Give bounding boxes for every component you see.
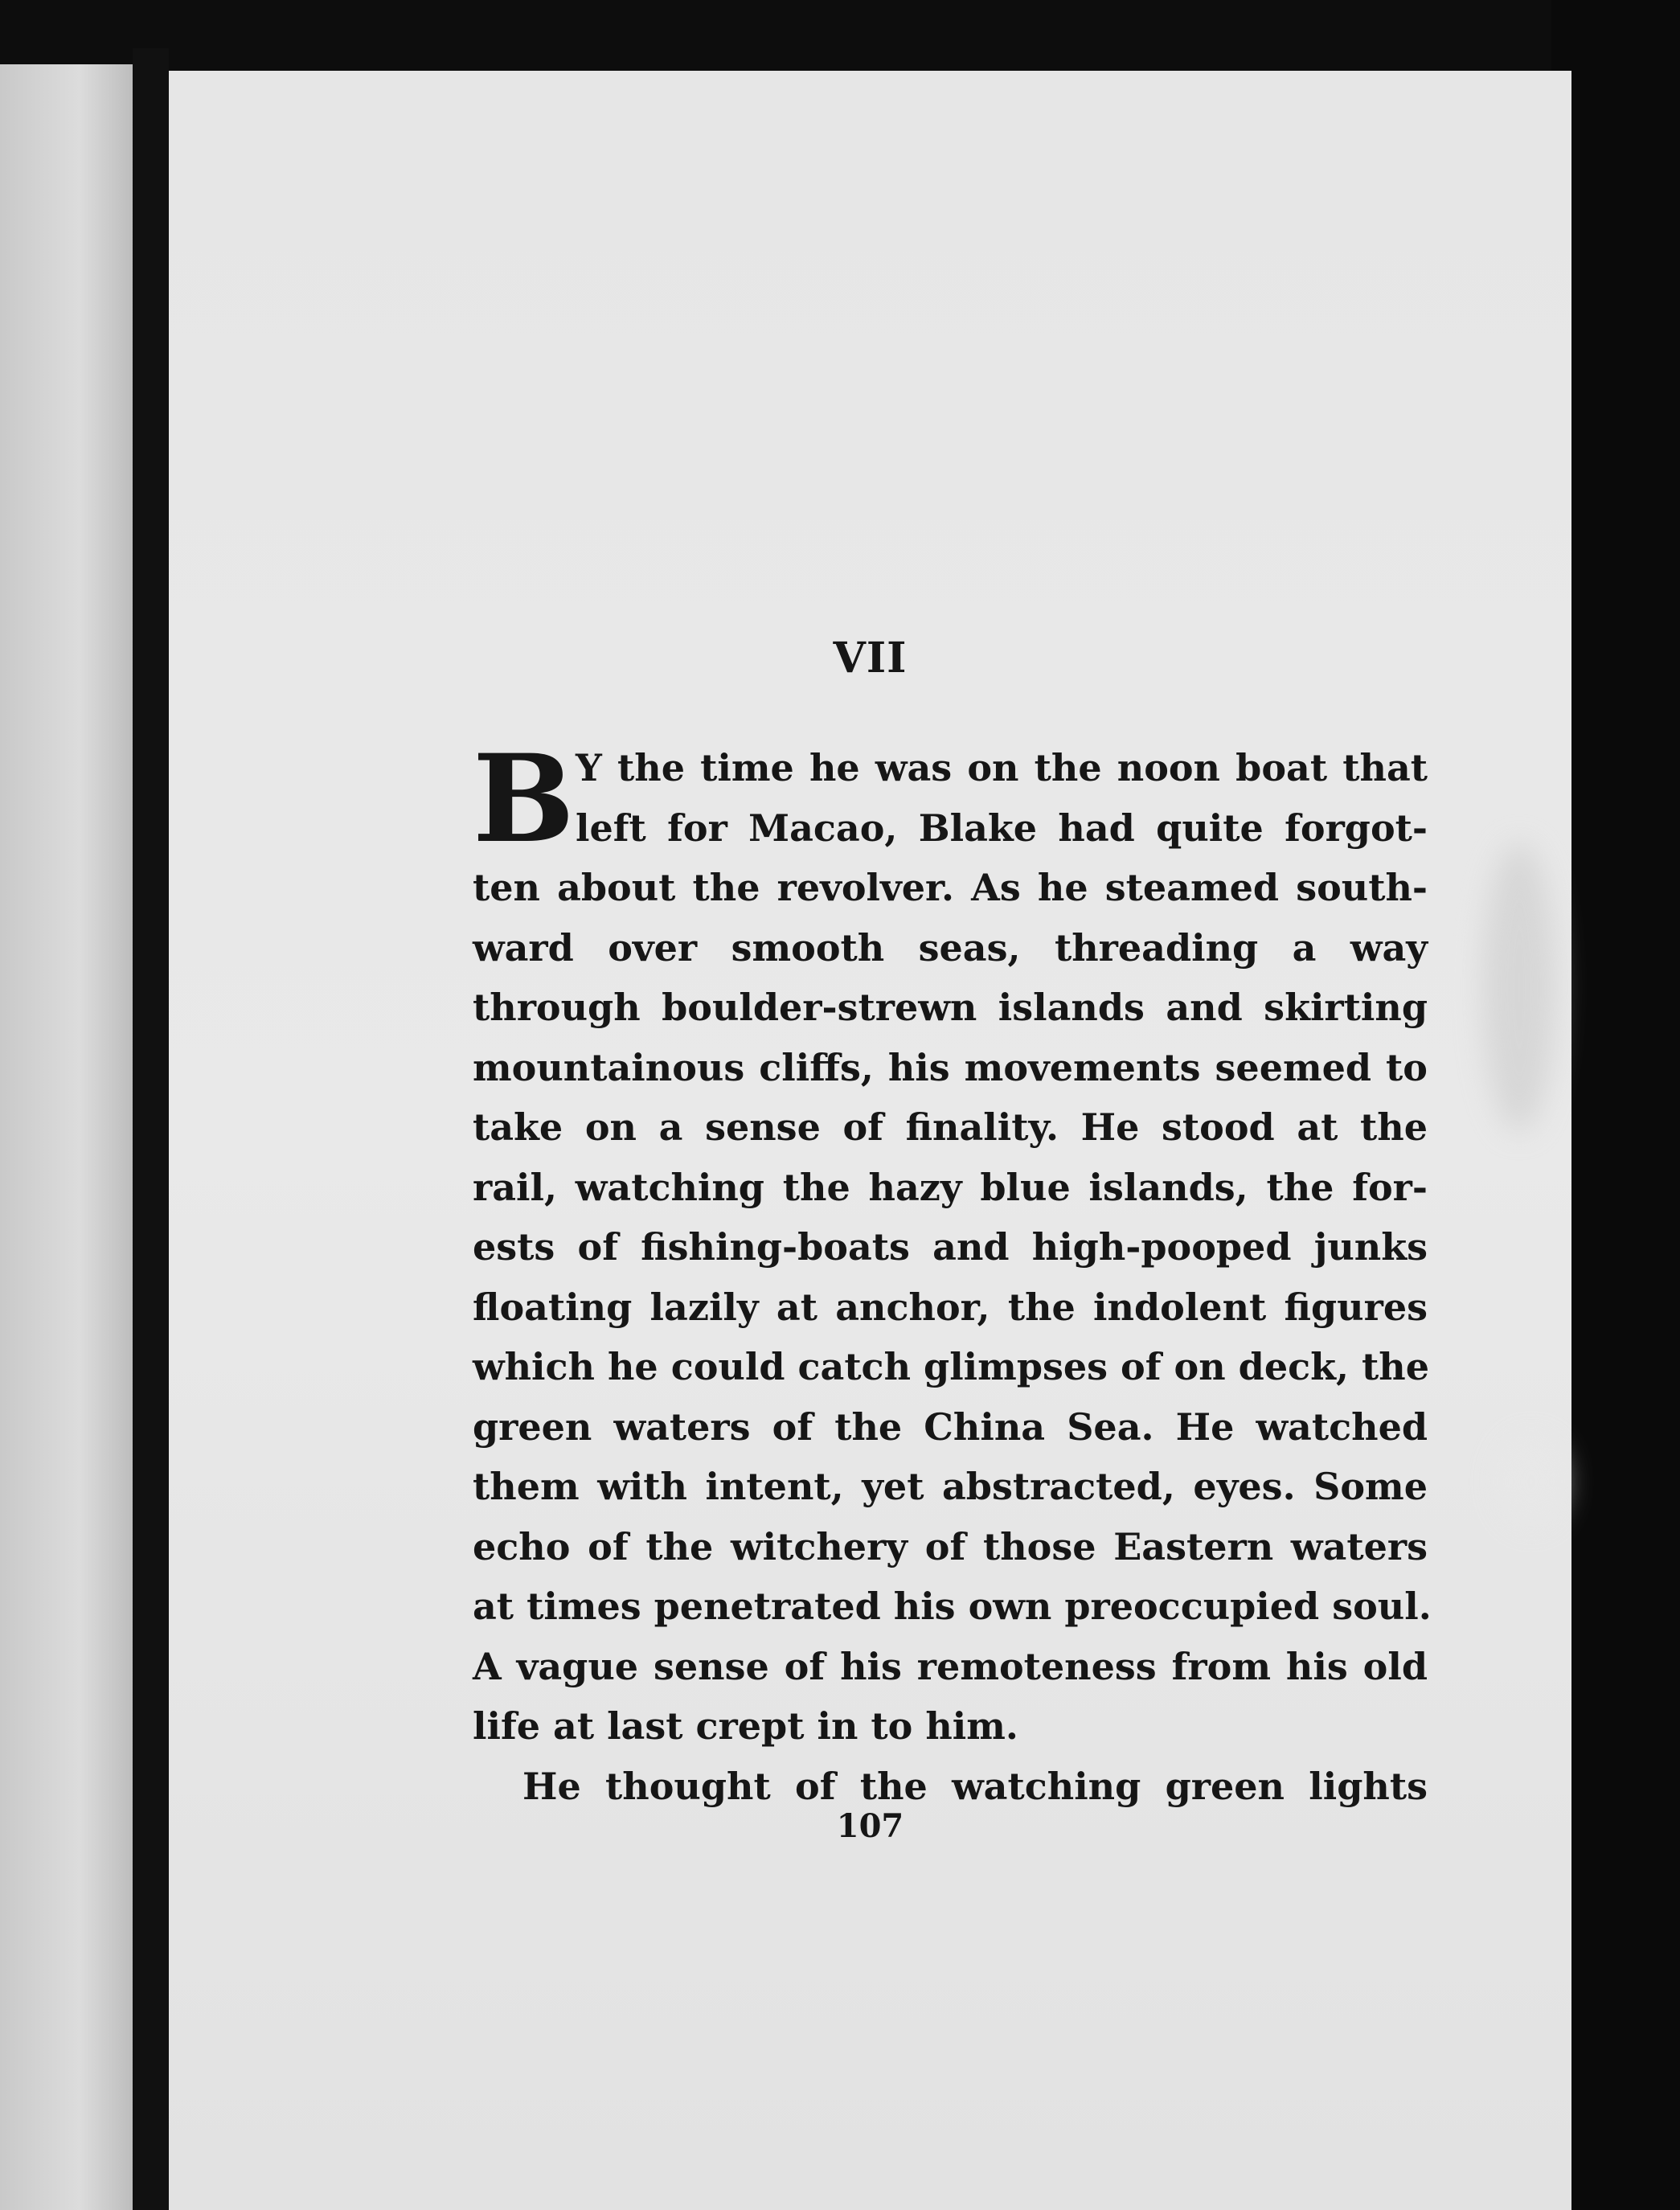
text-line: which he could catch glimpses of on deck, the	[473, 1345, 1429, 1388]
text-line: mountainous cliffs, his movements seemed to	[473, 1045, 1428, 1089]
scan-glare	[1483, 843, 1555, 1132]
scan-glare	[1499, 1437, 1563, 1526]
text-line: He thought of the watching green lights	[522, 1764, 1428, 1808]
text-line: at times penetrated his own preoccupied soul.	[473, 1585, 1432, 1628]
text-line: left for Macao, Blake had quite forgot-	[576, 806, 1428, 850]
book-gutter	[133, 48, 169, 2210]
text-line: ten about the revolver. As he steamed south-	[473, 866, 1428, 909]
chapter-number: VII	[833, 633, 908, 683]
text-line: them with intent, yet abstracted, eyes. Some	[473, 1465, 1428, 1508]
text-line: rail, watching the hazy blue islands, the for-	[473, 1165, 1428, 1209]
text-line: take on a sense of finality. He stood at the	[473, 1105, 1428, 1149]
text-line: green waters of the China Sea. He watched	[473, 1404, 1428, 1449]
text-line: ests of fishing-boats and high-pooped junks	[473, 1225, 1428, 1269]
left-page-edge	[0, 64, 133, 2210]
drop-cap: B	[473, 728, 575, 870]
book-page	[169, 71, 1571, 2210]
text-line: floating lazily at anchor, the indolent figures	[473, 1285, 1428, 1329]
text-line: A vague sense of his remoteness from his old	[473, 1644, 1428, 1688]
text-line: ward over smooth seas, threading a way	[473, 925, 1428, 970]
page-number: 107	[836, 1807, 904, 1845]
text-line: echo of the witchery of those Eastern waters	[473, 1524, 1428, 1568]
text-line: life at last crept in to him.	[473, 1704, 1018, 1748]
body-text	[473, 728, 1432, 1816]
text-line: through boulder-strewn islands and skirting	[473, 986, 1428, 1029]
text-line: Y the time he was on the noon boat that	[576, 746, 1428, 789]
